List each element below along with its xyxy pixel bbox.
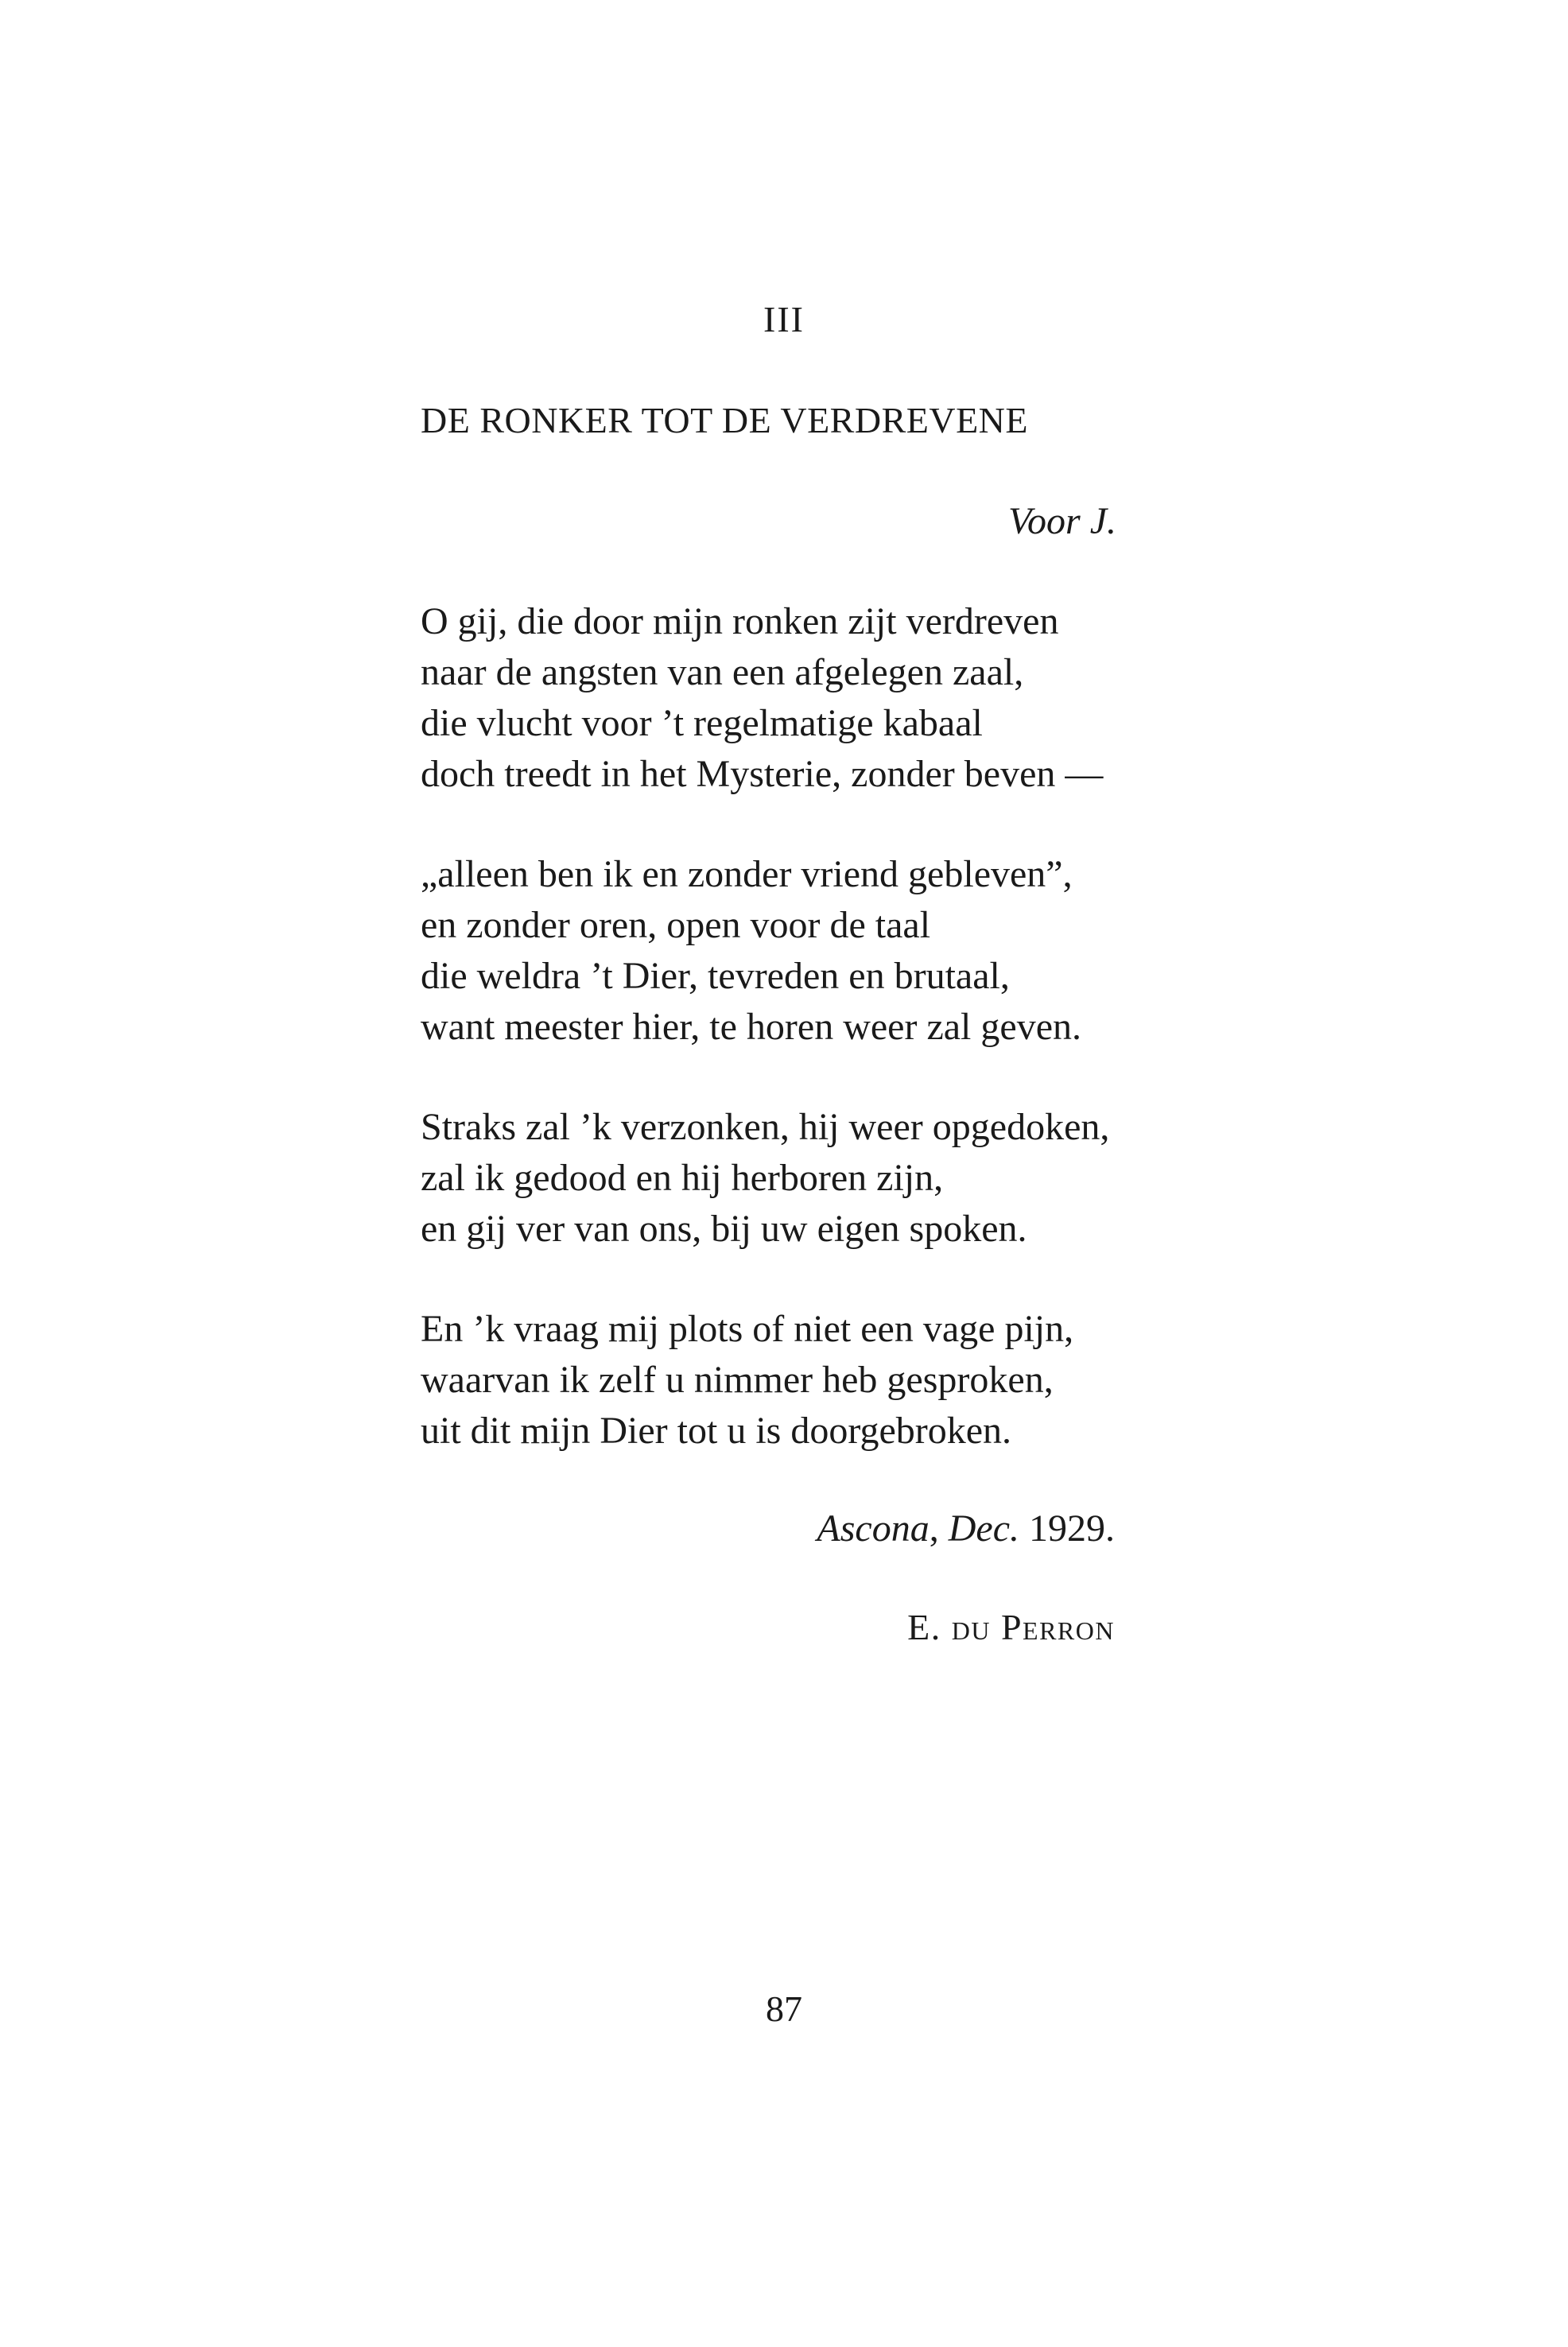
verse-line: uit dit mijn Dier tot u is doorgebroken. <box>421 1410 1012 1452</box>
verse-line: en zonder oren, open voor de taal <box>421 904 931 946</box>
verse-line: want meester hier, te horen weer zal geven. <box>421 1006 1081 1048</box>
verse-line: die vlucht voor ’t regelmatige kabaal <box>421 702 983 744</box>
poem-title: DE RONKER TOT DE VERDREVENE <box>421 400 1028 440</box>
verse-line: die weldra ’t Dier, tevreden en brutaal, <box>421 955 1010 997</box>
verse-line: O gij, die door mijn ronken zijt verdreven <box>421 600 1059 642</box>
verse-line: naar de angsten van een afgelegen zaal, <box>421 651 1024 693</box>
year: 1929. <box>1019 1507 1115 1550</box>
date-separator: , <box>929 1507 949 1550</box>
verse-line: zal ik gedood en hij herboren zijn, <box>421 1157 944 1199</box>
stanza <box>421 849 1184 1053</box>
author-signature: E. du Perron <box>907 1607 1115 1647</box>
month: Dec. <box>948 1507 1019 1550</box>
verse-line: En ’k vraag mij plots of niet een vage pijn, <box>421 1308 1074 1350</box>
stanza <box>421 1304 1184 1457</box>
verse-line: waarvan ik zelf u nimmer heb gesproken, <box>421 1359 1054 1401</box>
verse-line: doch treedt in het Mysterie, zonder beven — <box>421 753 1104 795</box>
verse-line: en gij ver van ons, bij uw eigen spoken. <box>421 1208 1027 1250</box>
poem-body <box>421 596 1184 1506</box>
verse-line: Straks zal ’k verzonken, hij weer opgedoken, <box>421 1106 1110 1148</box>
section-number: III <box>763 299 805 339</box>
dedication: Voor J. <box>1008 500 1116 542</box>
stanza <box>421 1102 1184 1255</box>
page-number: 87 <box>766 1988 802 2029</box>
place: Ascona <box>817 1507 930 1550</box>
stanza <box>421 596 1184 800</box>
place-date <box>817 1507 1115 1550</box>
verse-line: „alleen ben ik en zonder vriend gebleven”, <box>421 853 1073 895</box>
